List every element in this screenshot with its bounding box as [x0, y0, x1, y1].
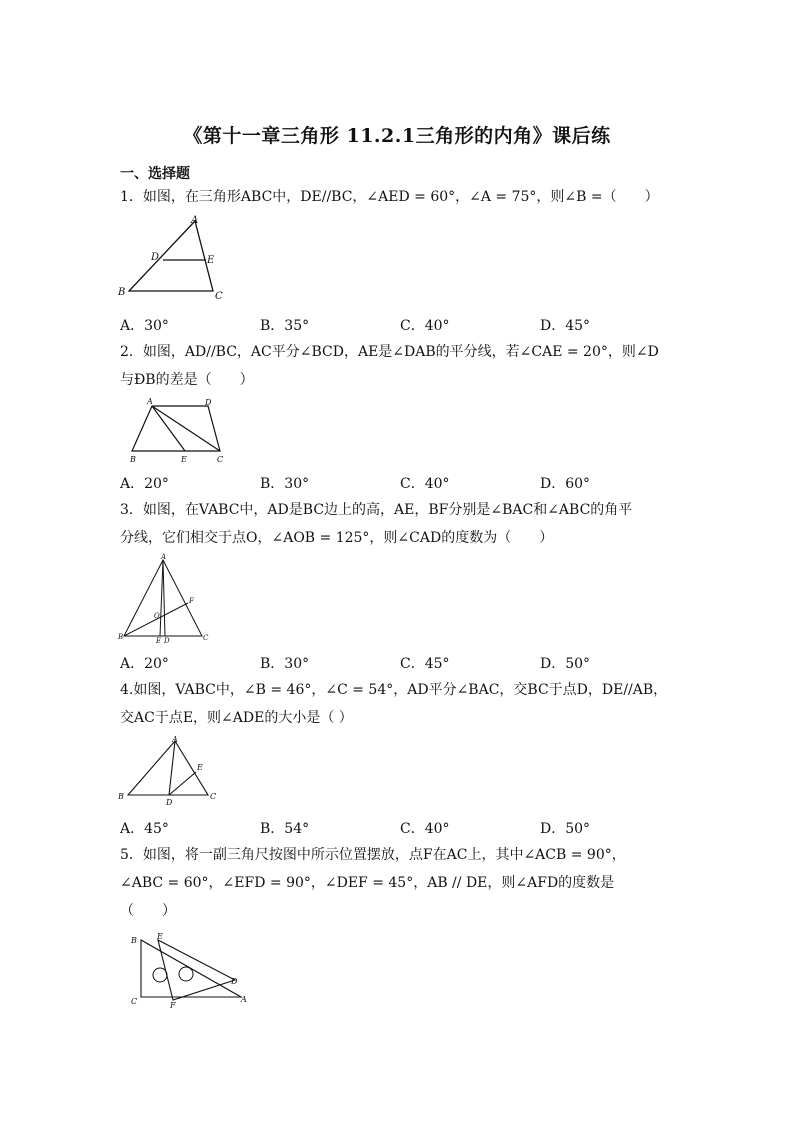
figure-label: D	[166, 798, 173, 807]
option-d[interactable]: D．50°	[540, 821, 591, 837]
question-4-line-2: 交AC于点E，则∠ADE的大小是（ ）	[120, 710, 353, 726]
question-4-figure	[118, 735, 228, 810]
figure-label: D	[231, 977, 238, 986]
figure-label: C	[217, 455, 224, 464]
figure-label: D	[151, 252, 160, 263]
figure-label: D	[205, 398, 212, 407]
question-2-figure	[120, 396, 240, 466]
figure-label: D	[164, 637, 170, 645]
figure-label: B	[118, 287, 126, 298]
option-d[interactable]: D．60°	[540, 476, 591, 492]
option-d[interactable]: D．50°	[540, 656, 591, 672]
option-b[interactable]: B．30°	[260, 476, 310, 492]
figure-label: E	[156, 637, 162, 645]
figure-label: B	[118, 633, 124, 641]
option-b[interactable]: B．54°	[260, 821, 310, 837]
question-3-figure	[118, 555, 218, 650]
question-2-options	[120, 473, 680, 493]
option-a[interactable]: A．30°	[120, 318, 169, 334]
figure-label: C	[131, 997, 138, 1006]
question-5-line-2: ∠ABC = 60°，∠EFD = 90°，∠DEF = 45°，AB // DE，则∠AFD的度数是	[120, 875, 615, 891]
figure-label: O	[154, 612, 160, 620]
question-3-line-1: 3．如图，在VABC中，AD是BC边上的高，AE，BF分别是∠BAC和∠ABC的角平	[120, 502, 633, 518]
figure-label: C	[215, 291, 223, 302]
question-1-figure	[115, 215, 235, 305]
question-5-line-3: （ ）	[120, 903, 176, 919]
figure-label: A	[191, 215, 199, 226]
figure-label: E	[157, 932, 163, 941]
question-4-options	[120, 818, 680, 838]
option-a[interactable]: A．45°	[120, 821, 169, 837]
figure-label: F	[170, 1001, 176, 1010]
figure-label: B	[131, 936, 137, 945]
figure-label: B	[118, 792, 124, 801]
option-b[interactable]: B．30°	[260, 656, 310, 672]
figure-label: E	[197, 763, 203, 772]
figure-label: E	[181, 455, 187, 464]
option-c[interactable]: C．40°	[400, 821, 450, 837]
question-1-options	[120, 315, 680, 335]
section-heading: 一、选择题	[120, 166, 190, 182]
figure-label: A	[147, 397, 153, 406]
question-1-text: 1．如图，在三角形ABC中，DE//BC，∠AED = 60°，∠A = 75°，则∠B =（ ）	[120, 189, 659, 205]
option-b[interactable]: B．35°	[260, 318, 310, 334]
figure-label: B	[130, 455, 136, 464]
figure-label: A	[241, 995, 247, 1004]
option-c[interactable]: C．40°	[400, 318, 450, 334]
option-c[interactable]: C．45°	[400, 656, 450, 672]
option-a[interactable]: A．20°	[120, 656, 169, 672]
option-a[interactable]: A．20°	[120, 476, 169, 492]
question-4-line-1: 4.如图，VABC中，∠B = 46°，∠C = 54°，AD平分∠BAC，交BC于点D，DE//AB，	[120, 682, 668, 698]
question-2-line-2: 与ÐB的差是（ ）	[120, 372, 254, 388]
figure-label: A	[172, 735, 178, 744]
question-2-line-1: 2．如图，AD//BC，AC平分∠BCD，AE是∠DAB的平分线，若∠CAE = 20°，则∠D	[120, 344, 659, 360]
option-c[interactable]: C．40°	[400, 476, 450, 492]
option-d[interactable]: D．45°	[540, 318, 591, 334]
figure-label: A	[161, 553, 167, 561]
page-title: 《第十一章三角形 11.2.1三角形的内角》课后练	[183, 125, 611, 147]
figure-label: C	[210, 792, 217, 801]
figure-label: C	[203, 634, 209, 642]
figure-label: F	[189, 597, 194, 605]
question-3-options	[120, 653, 680, 673]
figure-label: E	[207, 255, 215, 266]
question-3-line-2: 分线，它们相交于点O，∠AOB = 125°，则∠CAD的度数为（ ）	[120, 530, 554, 546]
question-5-line-1: 5．如图，将一副三角尺按图中所示位置摆放，点F在AC上，其中∠ACB = 90°，	[120, 847, 626, 863]
question-5-figure	[125, 930, 265, 1012]
